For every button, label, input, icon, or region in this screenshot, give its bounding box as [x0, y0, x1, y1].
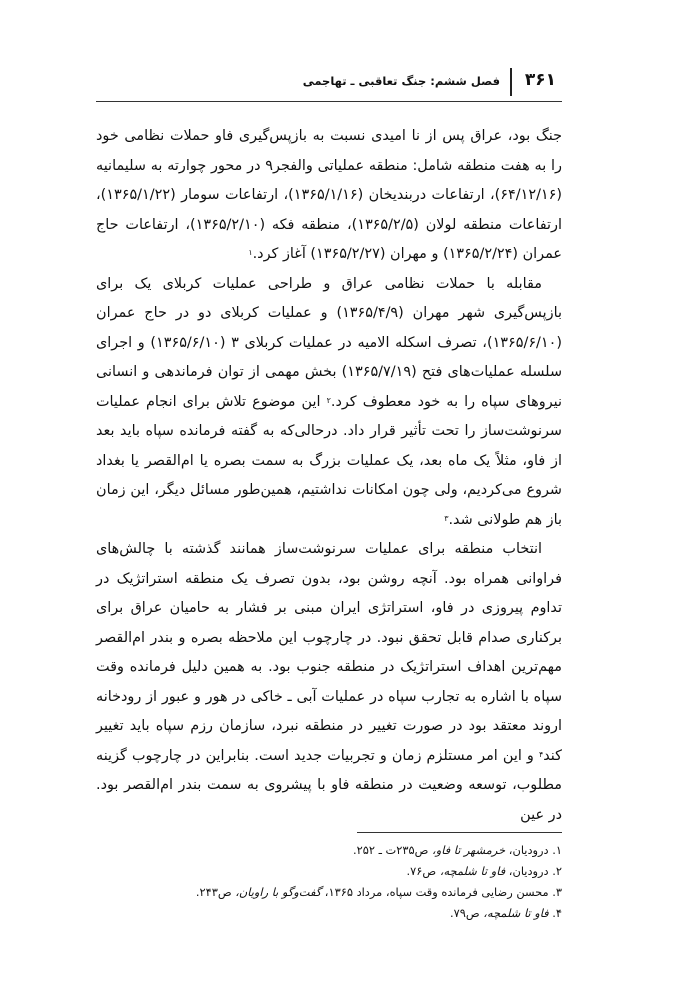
footnote-ref-2[interactable]: ۲ [326, 395, 331, 405]
footnote-title: خرمشهر تا فاو، [432, 843, 506, 857]
body-text [96, 122, 562, 830]
footnote-page: ص۷۶. [406, 864, 437, 878]
footnote-title: گفت‌وگو با راویان، [235, 885, 322, 899]
footnote-number: ۱. [552, 843, 562, 857]
footnote-ref-1[interactable]: ۱ [248, 248, 253, 257]
paragraph-2-text-b: این موضوع تلاش برای انجام عملیات سرنوشت‌ساز را تحت تأثیر قرار داد. درحالی‌که به گفته فرمانده سپاه باید بعد از فاو، مثلاً یک ماه بعد، یک عملیات بزرگ به سمت بصره یا ام‌القصر یا بغداد شروع می‌کردیم، ولی چون امکانات نداشتیم، همین‌طور مسائل دیگر، این زمان باز هم طولانی شد. [96, 393, 562, 528]
footnote-number: ۲. [552, 864, 562, 878]
footnote-3 [96, 882, 562, 903]
chapter-title: فصل ششم: جنگ تعاقبی ـ تهاجمی [302, 74, 500, 88]
footnote-4 [96, 903, 562, 924]
paragraph-2 [96, 270, 562, 536]
footnote-author: درودیان، [508, 843, 549, 857]
footnote-1 [96, 840, 562, 861]
footnotes [96, 840, 562, 924]
running-header [96, 68, 562, 102]
footnote-page: ص۷۹. [450, 906, 480, 920]
footnote-title: فاو تا شلمچه، [439, 864, 506, 878]
footnote-number: ۳. [552, 885, 562, 899]
footnote-2 [96, 861, 562, 882]
header-divider [510, 68, 512, 96]
footnote-title: فاو تا شلمچه، [483, 906, 549, 920]
paragraph-3-text-b: و این امر مستلزم زمان و تجربیات جدید است. بنابراین در چارچوب گزینه مطلوب، توسعه وضعیت در منطقه فاو با پیشروی به سمت بندر ام‌القصر بود. در عین [96, 747, 562, 823]
footnote-author: درودیان، [508, 864, 549, 878]
footnote-ref-4[interactable]: ۴ [538, 749, 544, 759]
footnote-ref-3[interactable]: ۳ [444, 513, 449, 523]
footnote-number: ۴. [552, 906, 562, 920]
page-number: ۳۶۱ [524, 70, 556, 90]
footnote-page: ص۲۳۵ت ـ ۲۵۲. [352, 843, 429, 857]
footnote-author: محسن رضایی فرمانده وقت سپاه، مرداد ۱۳۶۵، [324, 885, 549, 899]
paragraph-1-text: جنگ بود، عراق پس از نا امیدی نسبت به بازپس‌گیری فاو حملات نظامی خود را به هفت منطقه شامل: منطقه عملیاتی والفجر۹ در محور چوارته به سلیمانیه (۶۴/۱۲/۱۶)، ارتفاعات دربندیخان (۱۳۶۵/۱/۱۶)، ارتفاعات سومار (۱۳۶۵/۱/۲۲)، ارتفاعات منطقه لولان (۱۳۶۵/۲/۵)، منطقه فکه (۱۳۶۵/۲/۱۰)، ارتفاعات حاج عمران (۱۳۶۵/۲/۲۴) و مهران (۱۳۶۵/۲/۲۷) آغاز کرد. [96, 128, 562, 262]
paragraph-1 [96, 122, 562, 270]
footnote-page: ص۲۴۳. [195, 885, 232, 899]
paragraph-3 [96, 535, 562, 830]
footnote-separator [357, 832, 562, 833]
paragraph-2-text-a: مقابله با حملات نظامی عراق و طراحی عملیات کربلای یک برای بازپس‌گیری شهر مهران (۱۳۶۵/۴/۹) و عملیات کربلای دو در حاج عمران (۱۳۶۵/۶/۱۰)، تصرف اسکله الامیه در عملیات کربلای ۳ (۱۳۶۵/۶/۱۰) و اجرای سلسله عملیات‌های فتح (۱۳۶۵/۷/۱۹) بخش مهمی از توان فرماندهی و انسانی نیروهای سپاه را به خود معطوف کرد. [96, 275, 563, 410]
paragraph-3-text-a: انتخاب منطقه برای عملیات سرنوشت‌ساز همانند گذشته با چالش‌های فراوانی همراه بود. آنچه روشن بود، بدون تصرف یک منطقه استراتژیک در تداوم پیروزی در فاو، استراتژی ایران مبنی بر فشار به حامیان عراق برای برکناری صدام قابل تحقق نبود. در چارچوب این ملاحظه بصره و بندر ام‌القصر مهم‌ترین اهداف استراتژیک در منطقه جنوب بود. به همین دلیل فرمانده وقت سپاه با اشاره به تجارب سپاه در عملیات آبی ـ خاکی در هور و عبور از رودخانه اروند معتقد بود در صورت تغییر در منطقه نبرد، سازمان رزم سپاه باید تغییر کند [96, 541, 562, 764]
header-rule [96, 101, 562, 102]
